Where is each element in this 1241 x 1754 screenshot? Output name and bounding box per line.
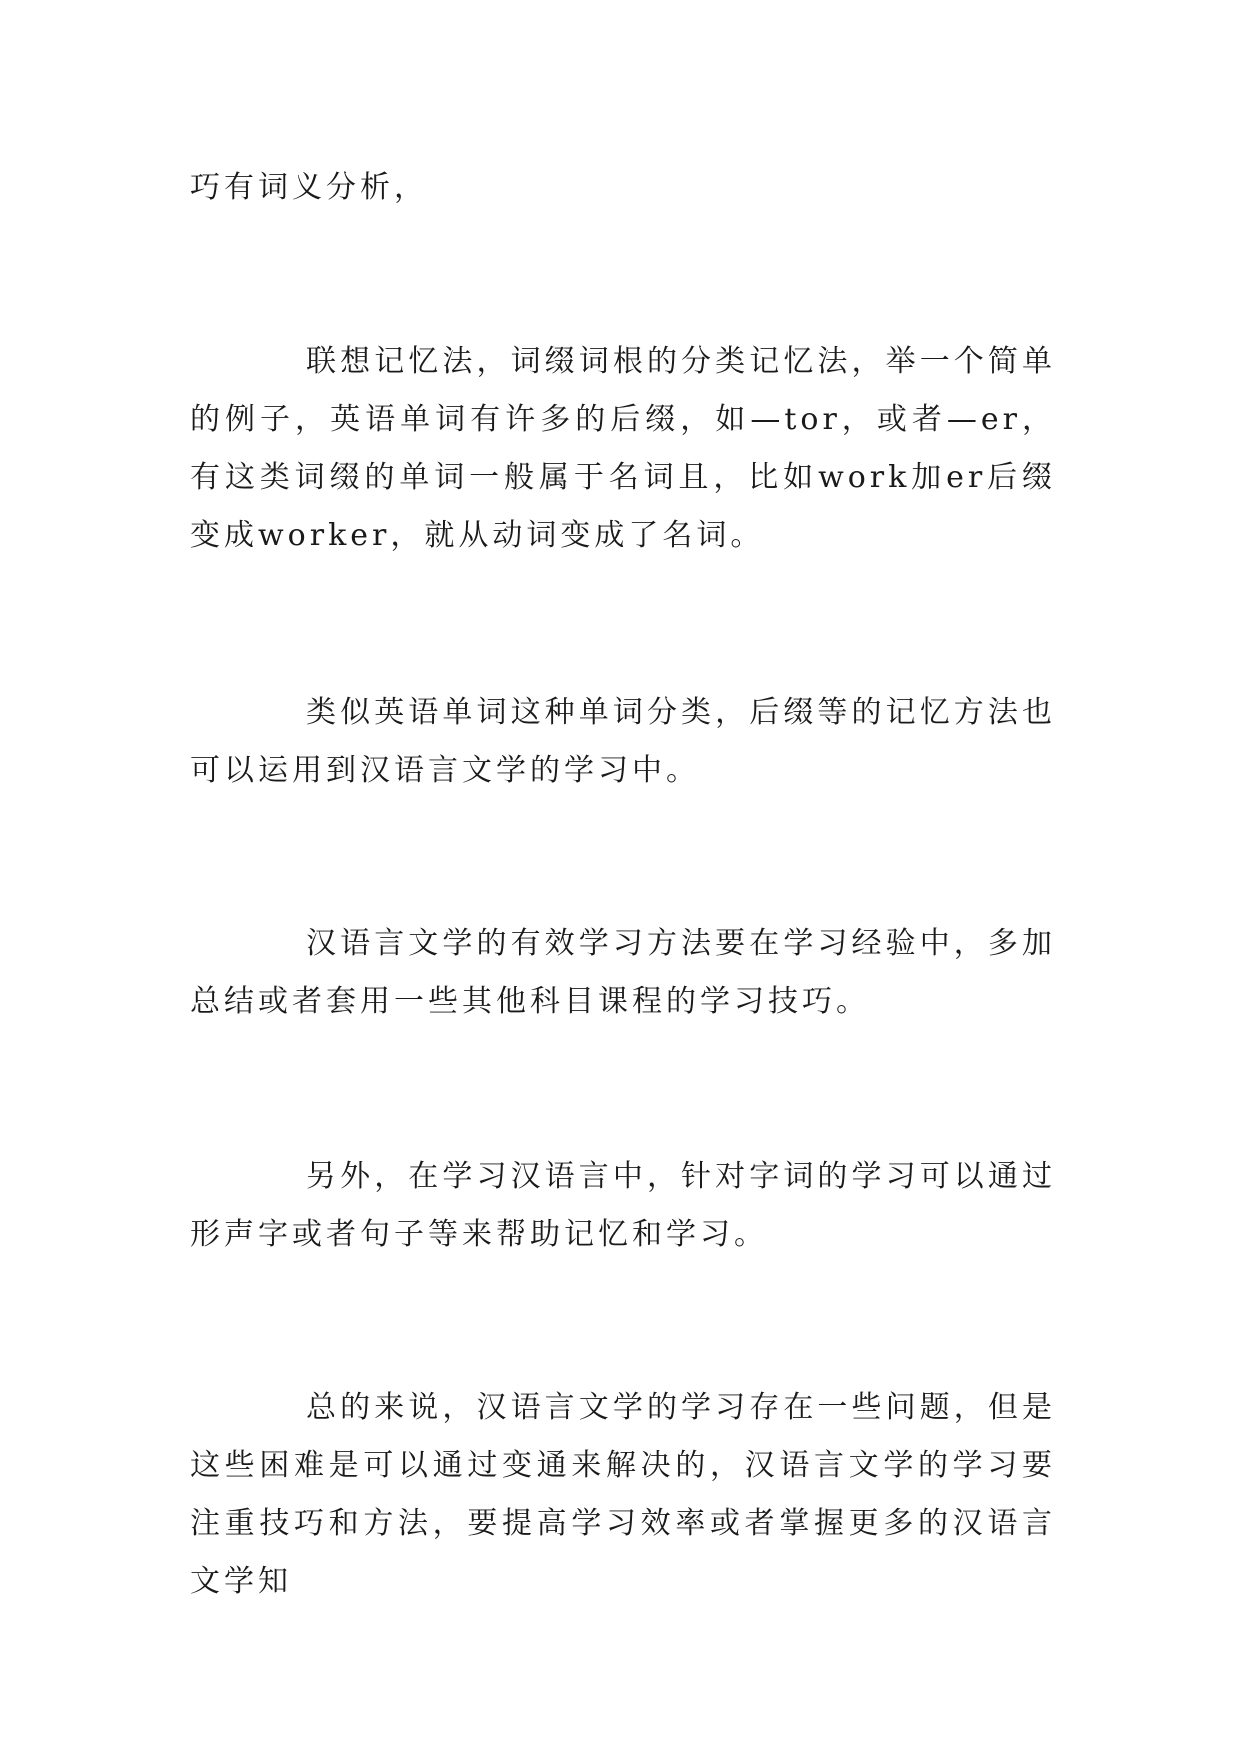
paragraph-classification-method: 类似英语单词这种单词分类，后缀等的记忆方法也可以运用到汉语言文学的学习中。	[190, 695, 1056, 788]
paragraph-continuation: 巧有词义分析，	[190, 170, 428, 205]
paragraph-association-memory: 联想记忆法，词缀词根的分类记忆法，举一个简单的例子，英语单词有许多的后缀，如—tor，或者—er，有这类词缀的单词一般属于名词且，比如work加er后缀变成worker，就从动词变成了名词。	[190, 344, 1056, 553]
paragraph-character-study: 另外，在学习汉语言中，针对字词的学习可以通过形声字或者句子等来帮助记忆和学习。	[190, 1159, 1056, 1252]
paragraph-conclusion: 总的来说，汉语言文学的学习存在一些问题，但是这些困难是可以通过变通来解决的，汉语言文学的学习要注重技巧和方法，要提高学习效率或者掌握更多的汉语言文学知	[190, 1390, 1056, 1599]
paragraph-effective-study: 汉语言文学的有效学习方法要在学习经验中，多加总结或者套用一些其他科目课程的学习技巧。	[190, 926, 1056, 1019]
